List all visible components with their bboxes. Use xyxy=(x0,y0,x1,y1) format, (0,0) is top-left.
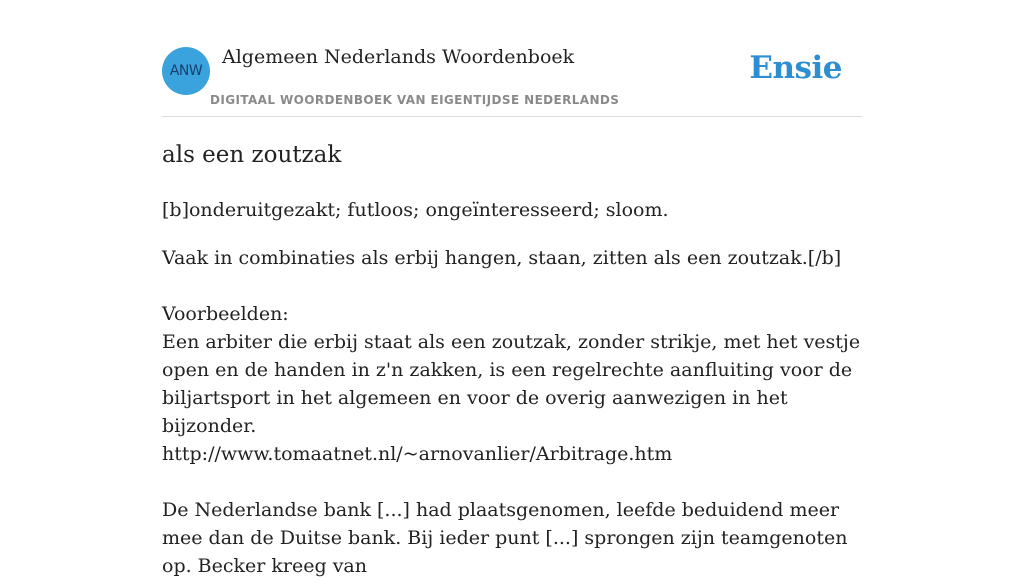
site-title[interactable]: Algemeen Nederlands Woordenboek xyxy=(222,46,575,68)
ensie-logo[interactable]: Ensie xyxy=(749,50,842,86)
entry-body: Vaak in combinaties als erbij hangen, staan, zitten als een zoutzak.[/b] Voorbeelden: Een arbiter die erbij staat als een zoutzak, zonder strikje, met het vestje open en de handen in z'n zakken, is een regelrechte aanfluiting voor de biljartsport in het algemeen en voor de overig aanwezigen in het bijzonder. http://www.tomaatnet.nl/~arnovanlier/Arbitrage.htm De Nederlandse bank [...] had plaatsgenomen, leefde beduidend meer mee dan de Duitse bank. Bij ieder punt [...] sprongen zijn teamgenoten op. Becker kreeg van xyxy=(162,247,861,577)
entry-content xyxy=(162,140,862,580)
anw-logo[interactable]: ANW xyxy=(162,47,210,95)
site-header xyxy=(162,0,862,117)
site-subtitle: DIGITAAL WOORDENBOEK VAN EIGENTIJDSE NEDERLANDS xyxy=(210,93,620,107)
page-container xyxy=(162,0,862,577)
entry-title: als een zoutzak xyxy=(162,142,342,168)
entry-definition: [b]onderuitgezakt; futloos; ongeïnteresseerd; sloom. xyxy=(162,199,669,221)
